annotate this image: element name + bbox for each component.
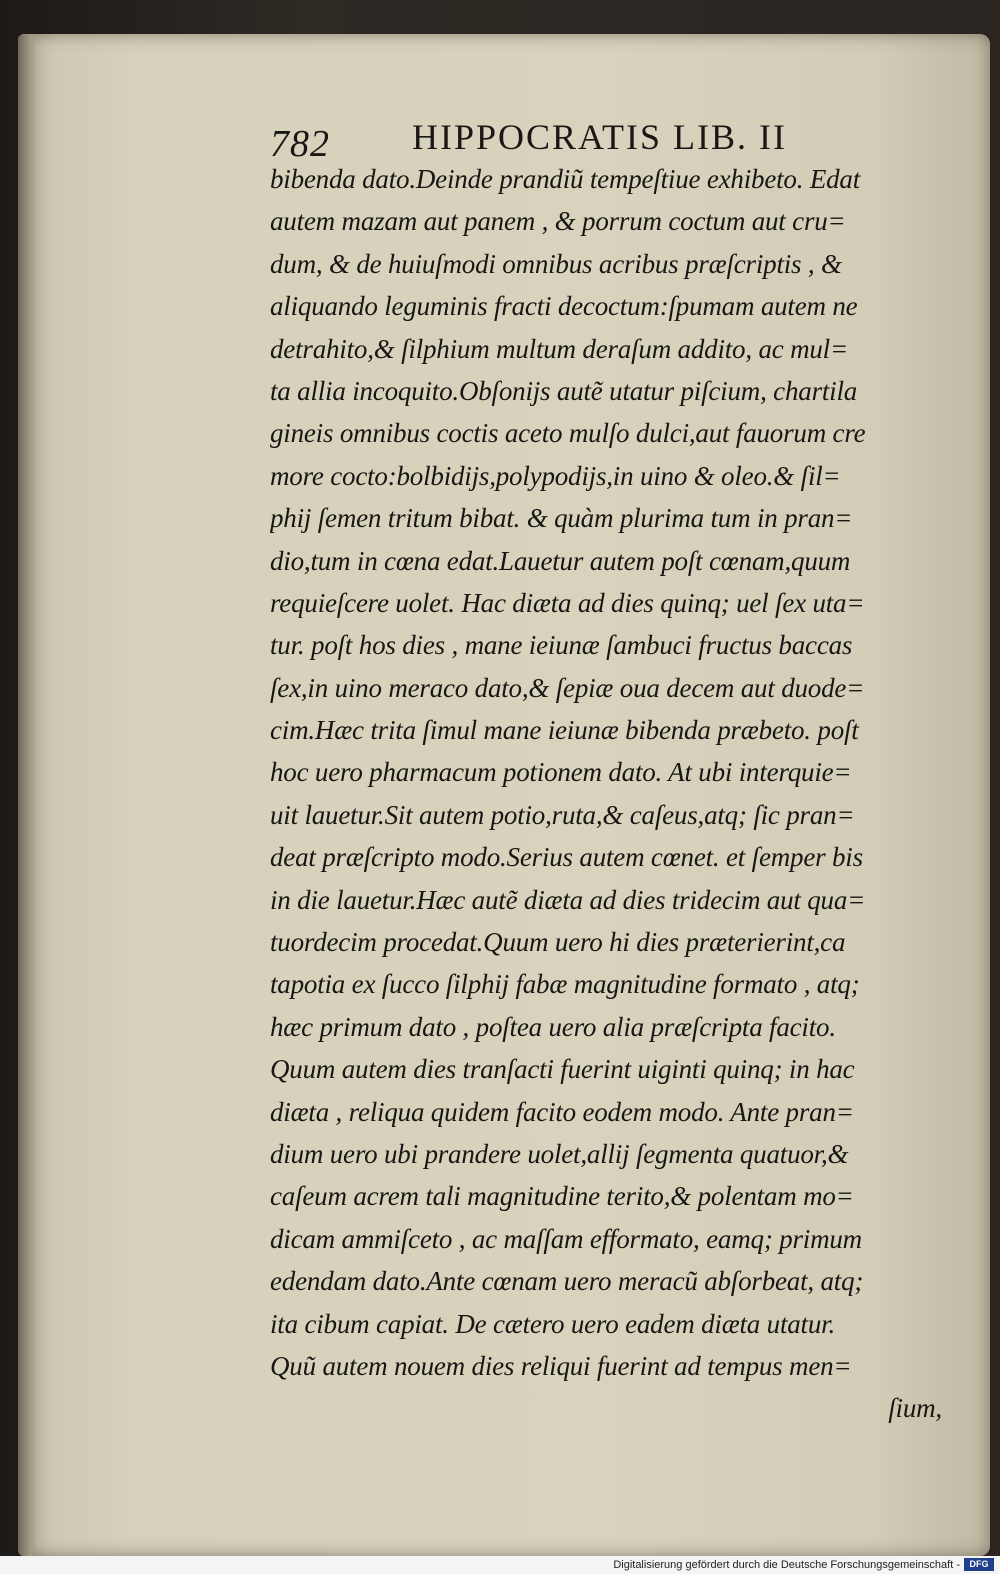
- text-line: dicam ammiſceto , ac maſſam efformato, eamq; primum: [270, 1223, 862, 1254]
- text-line: dio,tum in cœna edat.Lauetur autem poſt cœnam,quum: [270, 545, 851, 576]
- text-line: ſex,in uino meraco dato,& ſepiæ oua decem aut duode=: [270, 672, 865, 703]
- text-line: cim.Hæc trita ſimul mane ieiunæ bibenda præbeto. poſt: [270, 715, 859, 746]
- funding-credit: Digitalisierung gefördert durch die Deutsche Forschungsgemeinschaft -: [613, 1559, 960, 1571]
- text-line: caſeum acrem tali magnitudine terito,& polentam mo=: [270, 1181, 854, 1212]
- text-line: detrahito,& ſilphium multum deraſum addito, ac mul=: [270, 333, 848, 364]
- text-line: ita cibum capiat. De cætero uero eadem diæta utatur.: [270, 1308, 836, 1339]
- text-line: diæta , reliqua quidem facito eodem modo. Ante pran=: [270, 1096, 854, 1127]
- page-header: [270, 112, 970, 165]
- text-line: deat præſcripto modo.Serius autem cœnet. et ſemper bis: [270, 842, 863, 873]
- text-line: requieſcere uolet. Hac diæta ad dies quinq; uel ſex uta=: [270, 587, 865, 618]
- page-number: 782: [270, 123, 330, 165]
- text-line: bibenda dato.Deinde prandiũ tempeſtiue exhibeto. Edat: [270, 164, 861, 194]
- text-line: edendam dato.Ante cœnam uero meracũ abſorbeat, atq;: [270, 1266, 864, 1297]
- text-line: Quũ autem nouem dies reliqui fuerint ad tempus men=: [270, 1350, 852, 1381]
- body-text: [270, 158, 950, 1430]
- text-line: dum, & de huiuſmodi omnibus acribus præſcriptis , &: [270, 248, 842, 279]
- text-line: hoc uero pharmacum potionem dato. At ubi interquie=: [270, 757, 852, 788]
- text-line: tur. poſt hos dies , mane ieiunæ ſambuci fructus baccas: [270, 630, 853, 661]
- text-line: uit lauetur.Sit autem potio,ruta,& caſeus,atq; ſic pran=: [270, 799, 855, 830]
- text-line: gineis omnibus coctis aceto mulſo dulci,aut fauorum cre: [270, 418, 866, 449]
- text-line: autem mazam aut panem , & porrum coctum aut cru=: [270, 206, 846, 237]
- running-title: HIPPOCRATIS LIB. II: [412, 117, 788, 157]
- text-line-last: ſium,: [888, 1393, 942, 1424]
- text-line: tapotia ex ſucco ſilphij fabæ magnitudine formato , atq;: [270, 969, 860, 1000]
- text-line: aliquando leguminis fracti decoctum:ſpumam autem ne: [270, 291, 858, 322]
- page-gutter-shadow: [18, 34, 36, 1556]
- text-line: tuordecim procedat.Quum uero hi dies præterierint,ca: [270, 927, 846, 958]
- text-line: ta allia incoquito.Obſonijs autẽ utatur piſcium, chartila: [270, 375, 858, 406]
- text-line: Quum autem dies tranſacti fuerint uiginti quinq; in hac: [270, 1054, 855, 1085]
- text-line: more cocto:bolbidijs,polypodijs,in uino & oleo.& ſil=: [270, 460, 841, 491]
- text-line: hæc primum dato , poſtea uero alia præſcripta facito.: [270, 1011, 836, 1042]
- text-line: phij ſemen tritum bibat. & quàm plurima tum in pran=: [270, 503, 853, 534]
- text-line: dium uero ubi prandere uolet,allij ſegmenta quatuor,&: [270, 1138, 849, 1169]
- text-line: in die lauetur.Hæc autẽ diæta ad dies tridecim aut qua=: [270, 884, 866, 915]
- dfg-logo: DFG: [964, 1558, 994, 1571]
